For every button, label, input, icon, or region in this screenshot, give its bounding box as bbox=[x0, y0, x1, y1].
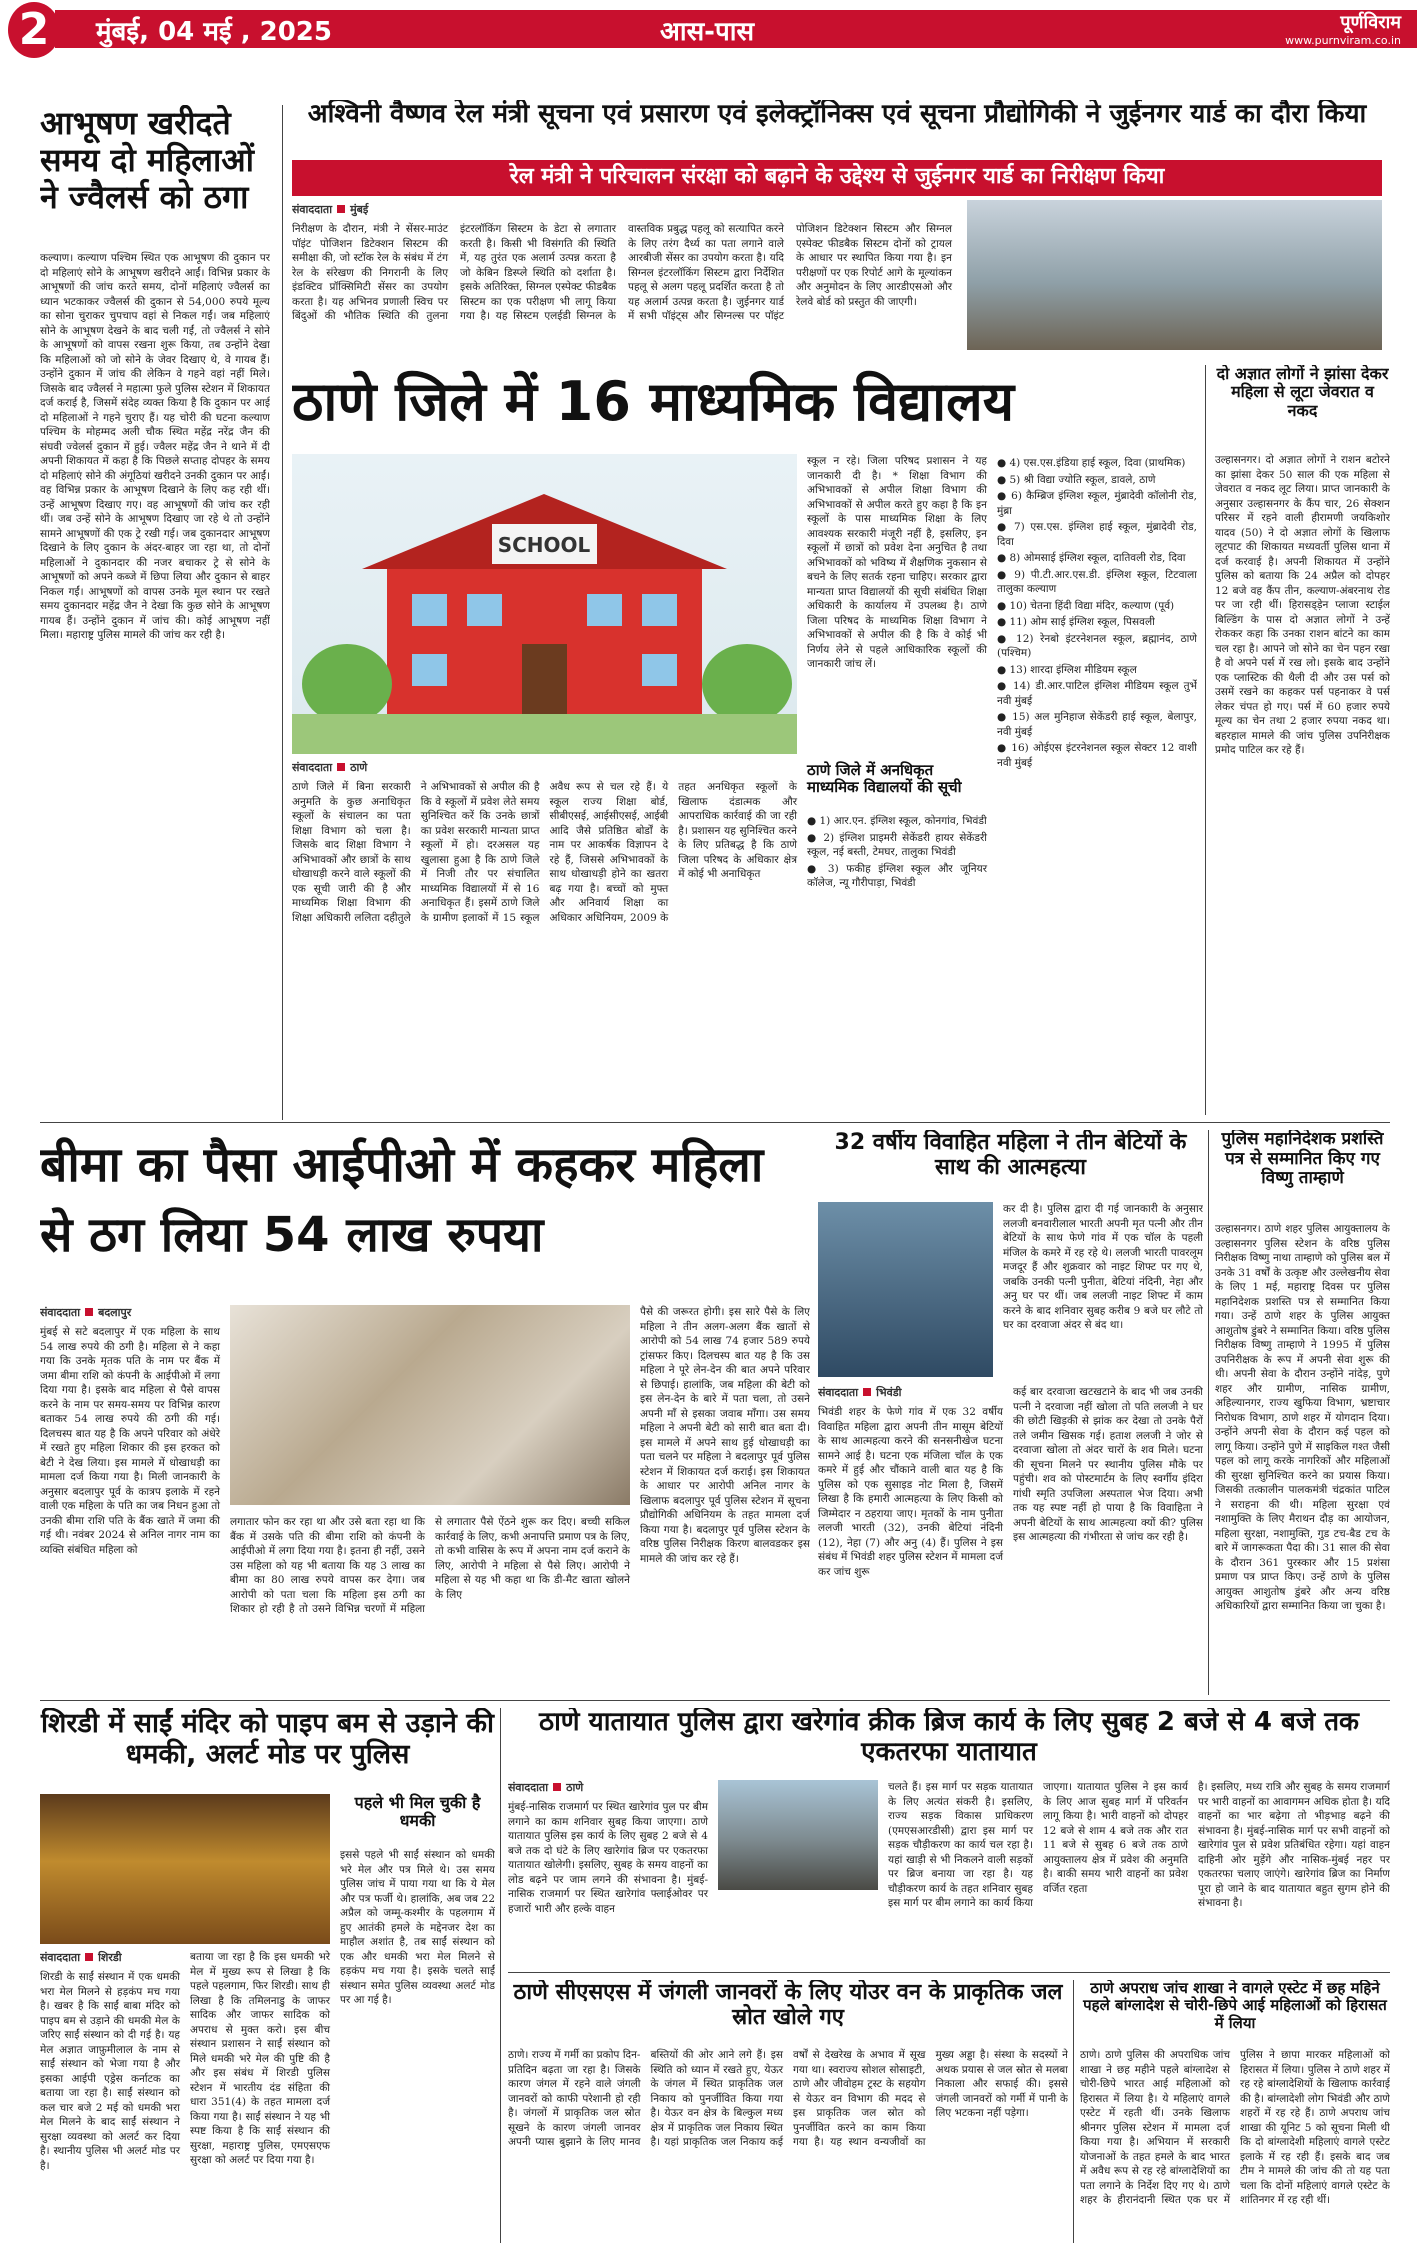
school-illustration bbox=[292, 454, 797, 754]
section-divider bbox=[40, 1122, 1390, 1123]
dateline: संवाददाता ठाणे bbox=[292, 761, 368, 774]
unauthorized-school-list bbox=[807, 812, 987, 1112]
article-body-continued: लगातार फोन कर रहा था और उसे बता रहा था कि बैंक में उसके पति की बीमा राशि को कंपनी के आईपीओ में लगा दिया गया है। इतना ही नहीं, उसने उस महिला को यह भी बताया कि यह 3 लाख का बीमा का 80 लाख रुपये वापस कर देगा। जब आरोपी को पता चला कि महिला इस ठगी का शिकार हो रही है तो उसने विभिन्न चरणों में महिला से लगातार पैसे ऐंठने शुरू कर दिए। बच्ची सकिल कार्रवाई के लिए, कभी अनापत्ति प्रमाण पत्र के लिए, तो कभी वासिस के रूप में अपना नाम दर्ज कराने के लिए, आरोपी ने महिला से पैसे लिए। आरोपी ने महिला से यह भी कहा था कि डी-मैट खाता खोलने के लिए bbox=[230, 1516, 630, 1615]
article-headline: अश्विनी वैष्णव रेल मंत्री सूचना एवं प्रसारण एवं इलेक्ट्रॉनिक्स एवं सूचना प्रौद्योगिकी ने जुईनगर यार्ड का दौरा किया bbox=[307, 100, 1367, 129]
list-item: ● 8) ओमसाई इंग्लिश स्कूल, दातिवली रोड, दिवा bbox=[997, 552, 1186, 564]
school-building-icon bbox=[292, 454, 797, 754]
currency-notes-photo bbox=[230, 1305, 630, 1505]
article-body-continued: भिवंडी शहर के फेणे गांव में एक 32 वर्षीय विवाहित महिला द्वारा अपनी तीन मासूम बेटियों के साथ आत्महत्या करने की सनसनीखेज घटना सामने आई है। घटना एक मंजिला चॉल के एक कमरे में हुई और चौंकाने वाली बात यह है कि पुलिस को एक सुसाइड नोट मिला है, जिसमें लिखा है कि हमारी आत्महत्या के लिए किसी को जिम्मेदार न ठहराया जाए। मृतकों के नाम पुनीता ललजी भारती (32), उनकी बेटियां नंदिनी (12), नेहा (7) और अनु (4) हैं। पुलिस ने इस संबंध में भिवंडी शहर पुलिस स्टेशन में मामला दर्ज कर जांच शुरू bbox=[818, 1406, 1003, 1578]
minister-inspection-photo bbox=[967, 200, 1382, 350]
column-divider bbox=[1208, 1130, 1209, 1695]
rope-noose-photo bbox=[818, 1202, 993, 1377]
list-item: ● 1) आर.एन. इंग्लिश स्कूल, कोनगांव, भिवंडी bbox=[807, 815, 987, 827]
column-divider bbox=[282, 105, 283, 1120]
article-body-continued: पैसे की जरूरत होगी। इस सारे पैसे के लिए महिला ने तीन अलग-अलग बैंक खातों से आरोपी को 54 लाख 74 हजार 589 रुपये ट्रांसफर किए। दिलचस्प बात यह है कि उस महिला ने पूरे लेन-देन की बात अपने परिवार से छिपाई। हालांकि, जब महिला की बेटी को इस लेन-देन के बारे में पता चला, तो उसने अपनी माँ से इसका जवाब माँगा। उस समय महिला ने अपनी बेटी को सारी बात बता दी। इस मामले में अपने साथ हुई धोखाधड़ी का पता चलने पर महिला ने बदलापुर पूर्व पुलिस स्टेशन में शिकायत दर्ज कराई। इस शिकायत के आधार पर आरोपी अनिल नागर के खिलाफ बदलापुर पूर्व पुलिस स्टेशन में सूचना प्रौद्योगिकी अधिनियम के तहत मामला दर्ज किया गया है। बदलापुर पूर्व पुलिस स्टेशन के वरिष्ठ पुलिस निरीक्षक किरण बालवडकर इस मामले की जांच कर रहे हैं। bbox=[640, 1306, 810, 1565]
section-divider bbox=[40, 1700, 1390, 1701]
list-item: ● 5) श्री विद्या ज्योति स्कूल, डावले, ठाणे bbox=[997, 473, 1156, 486]
article-headline: ठाणे अपराध जांच शाखा ने वागले एस्टेट में छह महिने पहले बांग्लादेश से चोरी-छिपे आई महिलाओं को हिरासत में लिया bbox=[1083, 1980, 1387, 2032]
article-body: कल्याण। कल्याण पश्चिम स्थित एक आभूषण की दुकान पर दो महिलाएं सोने के आभूषण खरीदने आईं। विभिन्न प्रकार के आभूषणों की जांच करते समय, दोनों महिलाएं ज्वैलर्स का ध्यान भटकाकर ज्वैलर्स की दुकान से 54,000 रुपये मूल्य का सोना चुराकर चुपचाप वहां से निकल गईं। जब महिलाएं सोने के आभूषण देखने के बाद चली गईं, तो ज्वैलर्स ने सोने के आभूषणों को वापस रखना शुरू किया, तब उन्होंने देखा कि महिलाओं को जो सोने के जेवर दिखाए थे, वे गायब हैं। उन्होंने दुकान में जांच की लेकिन वे गहने वहां नहीं मिले। जिसके बाद ज्वैलर्स ने महात्मा फुले पुलिस स्टेशन में शिकायत दर्ज कराई है, जिसमें संदेह व्यक्त किया है कि दुकान पर आई दो महिलाओं ने गहने चुराए हैं। यह चोरी की घटना कल्याण पश्चिम के मोहम्मद अली चौक स्थित महेंद्र नरेंद्र जैन की संघवी ज्वेलर्स दुकान में हुई। ज्वैलर महेंद्र जैन ने थाने में दी अपनी शिकायत में कहा है कि पिछले सप्ताह दोपहर के समय दो महिलाएं सोने की अंगूठियां खरीदने उनकी दुकान पर आईं। वह विभिन्न प्रकार के आभूषण दिखाने के लिए कह रही थीं। उन्हें आभूषण दिखाए गए। वह आभूषणों की जांच कर रही थीं। जब उन्हें सोने के आभूषण दिखाए जा रहे थे तो उन्होंने सामने आभूषणों की एक ट्रे रखी गई। जब दुकानदार आभूषण दिखाने के लिए दुकान के अंदर-बाहर जा रहा था, तो दोनों महिलाओं ने दुकानदार की नजर बचाकर ट्रे से सोने के आभूषणों को अपने कब्जे में छिपा लिया और दुकान से बाहर निकल गईं। आभूषणों को वापस उनके मूल स्थान पर रखते समय दुकानदार महेंद्र जैन ने देखा कि कुछ सोने के आभूषण गायब हैं। उन्होंने दुकान में जांच की। कोई आभूषण नहीं मिला। महाराष्ट्र पुलिस मामले की जांच कर रही है। bbox=[40, 252, 270, 641]
school-sign: SCHOOL bbox=[497, 533, 591, 557]
dateline: संवाददाता भिवंडी bbox=[818, 1386, 902, 1399]
list-item: ● 16) ओईएस इंटरनेशनल स्कूल सेक्टर 12 वाशी नवी मुंबई bbox=[997, 742, 1197, 769]
article-body: ठाणे जिले में बिना सरकारी अनुमति के कुछ अनाधिकृत स्कूलों के संचालन का पता शिक्षा विभाग को चला है। जिसके बाद शिक्षा विभाग ने अभिभावकों और छात्रों के साथ धोखाधड़ी करने वाले स्कूलों की एक सूची जारी की है और माध्यमिक शिक्षा विभाग की शिक्षा अधिकारी ललिता दहीतुले ने अभिभावकों से अपील की है कि वे स्कूलों में प्रवेश लेते समय सुनिश्चित करें कि उनके छात्रों का प्रवेश सरकारी मान्यता प्राप्त स्कूलों में हो। दरअसल यह खुलासा हुआ है कि ठाणे जिले में निजी तौर पर संचालित माध्यमिक विद्यालयों में से 16 अनाधिकृत हैं। इसमें ठाणे जिले के ग्रामीण इलाकों में 15 स्कूल अवैध रूप से चल रहे हैं। ये स्कूल राज्य शिक्षा बोर्ड, सीबीएसई, आईसीएसई, आईबी आदि जैसे प्रतिष्ठित बोर्डों के नाम पर आकर्षक विज्ञापन दे रहे हैं, जिससे अभिभावकों के साथ धोखाधड़ी होने का खतरा बढ़ गया है। बच्चों को मुफ्त और अनिवार्य शिक्षा का अधिकार अधिनियम, 2009 के तहत अनधिकृत स्कूलों के खिलाफ दंडात्मक और आपराधिक कार्रवाई की जा रही है। प्रशासन यह सुनिश्चित करने के लिए प्रतिबद्ध है कि ठाणे जिला परिषद के अधिकार क्षेत्र में कोई भी अनाधिकृत bbox=[292, 781, 797, 924]
dateline: संवाददाता बदलापुर bbox=[40, 1306, 132, 1319]
article-body: उल्हासनगर। ठाणे शहर पुलिस आयुक्तालय के उल्हासनगर पुलिस स्टेशन के वरिष्ठ पुलिस निरीक्षक विष्णु नाथा ताम्हाणे को पुलिस बल में उनके 31 वर्षों के उत्कृष्ट और उल्लेखनीय सेवा के लिए 1 मई, महाराष्ट्र दिवस पर पुलिस महानिदेशक प्रशस्ति पत्र से सम्मानित किया गया। उन्हें ठाणे शहर के पुलिस आयुक्त आशुतोष डुंबरे ने सम्मानित किया। वरिष्ठ पुलिस निरीक्षक विष्णु ताम्हाणे ने 1995 में पुलिस उपनिरीक्षक के रूप में अपनी सेवा शुरू की थी। अपनी सेवा के दौरान उन्होंने नांदेड़, पुणे शहर और ग्रामीण, नासिक ग्रामीण, अहिल्यानगर, राज्य खुफिया विभाग, भ्रष्टाचार निरोधक विभाग, ठाणे शहर में योगदान दिया। उन्होंने अपनी सेवा के दौरान कई पहल को लागू किया। उन्होंने पुणे में साइकिल गश्त जैसी पहल को लागू करके नागरिकों और महिलाओं की सुरक्षा सुनिश्चित करने का प्रयास किया। जिसकी तत्कालीन पालकमंत्री चंद्रकांत पाटिल ने सराहना की थी। महिला सुरक्षा एवं नशामुक्ति के लिए मैराथन दौड़ का आयोजन, महिला सुरक्षा, नशामुक्ति, गुड टच-बैड टच के बारे में जागरूकता पैदा की। 31 साल की सेवा के दौरान 361 पुरस्कार और 15 प्रशंसा प्रमाण पत्र प्राप्त किए। उन्हें ठाणे के पुलिस आयुक्त आशुतोष डुंबरे और अन्य वरिष्ठ अधिकारियों द्वारा सम्मानित किया जा चुका है। bbox=[1215, 1223, 1390, 1612]
article-thane-traffic bbox=[508, 1708, 1390, 1970]
article-headline: आभूषण खरीदते समय दो महिलाओं ने ज्वैलर्स को ठगा bbox=[40, 105, 254, 216]
list-item: ● 15) अल मुनिहाज सेकेंडरी हाई स्कूल, बेलापुर, नवी मुंबई bbox=[997, 711, 1197, 738]
dateline: संवाददाता ठाणे bbox=[508, 1781, 584, 1794]
article-subhead: रेल मंत्री ने परिचालन संरक्षा को बढ़ाने के उद्देश्य से जुईनगर यार्ड का निरीक्षण किया bbox=[292, 160, 1382, 196]
traffic-police-photo bbox=[718, 1780, 878, 1890]
article-body: कर दी है। पुलिस द्वारा दी गई जानकारी के अनुसार ललजी बनवारीलाल भारती अपनी मृत पत्नी और तीन बेटियों के साथ फेणे गांव में एक चॉल के पहली मंजिल के कमरे में रह रहे थे। ललजी भारती पावरलूम मजदूर हैं और शुक्रवार को नाइट शिफ्ट पर गए थे, जबकि उनकी पत्नी पुनीता, बेटियां नंदिनी, नेहा और अनु घर पर थीं। जब ललजी नाइट शिफ्ट में काम करने के बाद शनिवार सुबह करीब 9 बजे घर लौटे तो घर का दरवाजा अंदर से बंद था। bbox=[1003, 1203, 1203, 1331]
website-url: www.purnviram.co.in bbox=[1285, 34, 1401, 47]
column-divider bbox=[1073, 1980, 1074, 2243]
article-body-continued: कई बार दरवाजा खटखटाने के बाद भी जब उनकी पत्नी ने दरवाजा नहीं खोला तो पति ललजी ने घर की छोटी खिड़की से झांक कर देखा तो उनके पैरों तले जमीन खिसक गई। हताश ललजी ने जोर से दरवाजा खोला तो अंदर चारों के शव मिले। घटना की सूचना मिलने पर स्थानीय पुलिस मौके पर पहुंची। शव को पोस्टमार्टम के लिए स्वर्गीय इंदिरा गांधी स्मृति उपजिला अस्पताल भेज दिया। अभी तक यह स्पष्ट नहीं हो पाया है कि विवाहिता ने अपनी बेटियों के साथ आत्महत्या क्यों की? पुलिस इस आत्महत्या की गंभीरता से जांच कर रही है। bbox=[1013, 1386, 1203, 1543]
list-item: ● 4) एस.एस.इंडिया हाई स्कूल, दिवा (प्राथमिक) bbox=[997, 457, 1186, 469]
brand-logo: पूर्णविराम bbox=[1340, 12, 1401, 33]
article-railway-minister bbox=[292, 100, 1382, 355]
dateline: संवाददाता मुंबई bbox=[292, 203, 369, 216]
article-body: उल्हासनगर। दो अज्ञात लोगों ने राशन बटोरने का झांसा देकर 50 साल की एक महिला से जेवरात व नकद लूट लिया। प्राप्त जानकारी के अनुसार उल्हासनगर के कैंप चार, 26 सेक्शन परिसर में रहने वाली हीरामणी जयकिशोर यादव (50) ने दो अज्ञात लोगों के खिलाफ लूटपाट की शिकायत मध्यवर्ती पुलिस थाना में दर्ज करवाई है। अपनी शिकायत में उन्होंने पुलिस को बताया कि 24 अप्रैल को दोपहर 12 बजे वह कैंप तीन, कल्याण-अंबरनाथ रोड पर जा रही थीं। हिरासड्ड़ेन प्लाजा स्टाईल बिल्डिंग के पास दो अज्ञात लोगों ने उन्हें रोककर कहा कि उनका राशन बांटने का काम चल रहा है। आपने जो सोने का चेन पहन रखा है वो अपने पर्स में रख लो। इसके बाद उन्होंने एक प्लास्टिक की थैली दी और उस पर्स को उसमें रखने का कहकर पर्स पहनाकर वे पर्स लेकर चंपत हो गए। पर्स में 60 हजार रुपये मूल्य का चेन तथा 2 हजार रुपया नकद था। बहरहाल मामले की जांच पुलिस उपनिरीक्षक प्रमोद पाटिल कर रहे हैं। bbox=[1215, 454, 1390, 756]
article-headline: पुलिस महानिदेशक प्रशस्ति पत्र से सम्मानित किए गए विष्णु ताम्हाणे bbox=[1221, 1130, 1384, 1189]
section-name: आस-पास bbox=[660, 17, 755, 47]
list-item: ● 6) कैम्ब्रिज इंग्लिश स्कूल, मुंब्रादेवी कॉलोनी रोड, मुंब्रा bbox=[997, 490, 1197, 517]
article-police-award bbox=[1215, 1130, 1390, 1695]
article-body-continued: चलते हैं। इस मार्ग पर सड़क यातायात के लिए अत्यंत संकरी है। इसलिए, राज्य सड़क विकास प्राधिकरण (एमएसआरडीसी) द्वारा इस मार्ग पर सड़क चौड़ीकरण का कार्य चल रहा है। यहां खाड़ी से भी निकलने वाली सड़कों पर ब्रिज बनाया जा रहा है। यह चौड़ीकरण कार्य के तहत शनिवार सुबह इस मार्ग पर बीम लगाने का कार्य किया जाएगा। यातायात पुलिस ने इस कार्य के लिए आज सुबह मार्ग में परिवर्तन लागू किया है। भारी वाहनों को दोपहर 12 बजे से शाम 4 बजे तक और रात 11 बजे से सुबह 6 बजे तक ठाणे आयुक्तालय क्षेत्र में प्रवेश की अनुमति है। बाकी समय भारी वाहनों का प्रवेश वर्जित रहता bbox=[888, 1781, 1188, 1909]
article-body: मुंबई-नासिक राजमार्ग पर स्थित खारेगांव पुल पर बीम लगाने का काम शनिवार सुबह किया जाएगा। ठाणे यातायात पुलिस इस कार्य के लिए सुबह 2 बजे से 4 बजे तक दो घंटे के लिए खारेगांव ब्रिज पर एकतरफा यातायात खोलेगी। इसलिए, सुबह के समय वाहनों का लोड बढ़ने पर जाम लगने की संभावना है। मुंबई-नासिक राजमार्ग पर स्थित खारेगांव फ्लाईओवर पर हजारों भारी और हल्के वाहन bbox=[508, 1801, 708, 1915]
page-number: 2 bbox=[8, 2, 60, 58]
list-item: ● 12) रेनबो इंटरनेशनल स्कूल, ब्रह्मानंद, ठाणे (पश्चिम) bbox=[997, 632, 1197, 659]
article-headline: बीमा का पैसा आईपीओ में कहकर महिला से ठग लिया 54 लाख रुपया bbox=[40, 1137, 764, 1263]
article-yeoor-water-sources bbox=[508, 1980, 1068, 2243]
page-date: मुंबई, 04 मई , 2025 bbox=[96, 17, 332, 47]
masthead bbox=[0, 0, 1417, 62]
list-item: ● 14) डी.आर.पाटिल इंग्लिश मीडियम स्कूल तुर्भे नवी मुंबई bbox=[997, 680, 1197, 707]
column-divider bbox=[500, 1708, 501, 2243]
article-ulhasnagar-robbery bbox=[1215, 365, 1390, 1115]
article-body-continued: है। इसलिए, मध्य रात्रि और सुबह के समय राजमार्ग पर भारी वाहनों का आवागमन अधिक होता है। यदि वाहनों का भार बढ़ेगा तो भीड़भाड़ बढ़ने की संभावना है। मुंबई-नासिक मार्ग पर सभी वाहनों को खारेगांव पुल से प्रवेश प्रतिबंधित रहेगा। यहां वाहन दाहिनी ओर मुड़ेंगे और नासिक-मुंबई नहर पर एकतरफा चलाए जाएंगे। खारेगांव ब्रिज का निर्माण पूरा हो जाने के बाद यातायात बहुत सुगम होने की संभावना है। bbox=[1198, 1781, 1390, 1909]
article-bangladeshi-women-detained bbox=[1080, 1980, 1390, 2243]
article-bhiwandi-suicide bbox=[818, 1130, 1203, 1695]
list-item: ● 7) एस.एस. इंग्लिश हाई स्कूल, मुंब्रादेवी रोड, दिवा bbox=[997, 521, 1197, 548]
article-body-continued: इससे पहले भी साईं संस्थान को धमकी भरे मेल और पत्र मिले थे। उस समय पुलिस जांच में पाया गया था कि ये मेल और पत्र फर्जी थे। हालांकि, अब जब 22 अप्रैल को जम्मू-कश्मीर के पहलगाम में हुए आतंकी हमले के मद्देनजर देश का माहौल अशांत है, तब साईं संस्थान को एक और धमकी भरा मेल मिलने से हड़कंप मच गया है। इसके चलते साईं संस्थान समेत पुलिस व्यवस्था अलर्ट मोड पर आ गई है। bbox=[340, 1849, 495, 2006]
article-headline: 32 वर्षीय विवाहित महिला ने तीन बेटियों के साथ की आत्महत्या bbox=[834, 1130, 1187, 1181]
section-divider bbox=[508, 1972, 1390, 1973]
article-body: ठाणे। ठाणे पुलिस की अपराधिक जांच शाखा ने छह महीने पहले बांग्लादेश से चोरी-छिपे भारत आई महिलाओं को हिरासत में लिया है। ये महिलाएं वागले एस्टेट में रहती थीं। उनके खिलाफ श्रीनगर पुलिस स्टेशन में मामला दर्ज किया गया है। अभियान में सरकारी योजनाओं के तहत हमले के बाद भारत में अवैध रूप से रह रहे बांग्लादेशियों का पता लगाने के निर्देश दिए गए थे। ठाणे शहर के हीरानंदानी स्थित एक घर में पुलिस ने छापा मारकर महिलाओं को हिरासत में लिया। पुलिस ने ठाणे शहर में रह रहे बांग्लादेशियों के खिलाफ कार्रवाई की है। बांग्लादेशी लोग भिवंडी और ठाणे शहरों में रह रहे हैं। ठाणे अपराध जांच शाखा की यूनिट 5 को सूचना मिली थी कि दो बांग्लादेशी महिलाएं वागले एस्टेट इलाके में रह रही हैं। इसके बाद जब टीम ने मामले की जांच की तो यह पता चला कि दोनों महिलाएं वागले एस्टेट के शांतिनगर में रह रही थीं। bbox=[1080, 2049, 1390, 2206]
list-item: ● 3) फकीह इंग्लिश स्कूल और जूनियर कॉलेज, न्यू गौरीपाड़ा, भिवंडी bbox=[807, 862, 987, 889]
article-body: शिरडी के साईं संस्थान में एक धमकी भरा मेल मिलने से हड़कंप मच गया है। खबर है कि साईं बाबा मंदिर को पाइप बम से उड़ाने की धमकी मेल के जरिए साईं संस्थान को दी गई है। यह मेल अज्ञात जाफ़ुमीलाल के नाम से साईं संस्थान को भेजा गया है और इसका आईपी एड्रेस कर्नाटक का बताया जा रहा है। साईं संस्थान को कल चार बजे 2 मई को धमकी भरा मेल मिलने के बाद साईं संस्थान ने सुरक्षा व्यवस्था को अलर्ट कर दिया है। स्थानीय पुलिस भी अलर्ट मोड पर है। bbox=[40, 1971, 180, 2172]
list-item: ● 11) ओम साई इंग्लिश स्कूल, पिसवली bbox=[997, 616, 1155, 628]
article-headline: शिरडी में साईं मंदिर को पाइप बम से उड़ाने की धमकी, अलर्ट मोड पर पुलिस bbox=[40, 1708, 494, 1771]
list-item: ● 10) चेतना हिंदी विद्या मंदिर, कल्याण (पूर्व) bbox=[997, 599, 1175, 612]
article-shirdi-threat bbox=[40, 1708, 495, 2243]
article-headline: ठाणे जिले में 16 माध्यमिक विद्यालय bbox=[292, 370, 1015, 433]
article-insurance-fraud bbox=[40, 1130, 810, 1695]
article-jewellery-theft bbox=[40, 105, 270, 1120]
article-headline: दो अज्ञात लोगों ने झांसा देकर महिला से लूटा जेवरात व नकद bbox=[1216, 365, 1389, 420]
article-unauthorized-schools bbox=[292, 360, 1197, 1115]
article-headline: ठाणे सीएसएस में जंगली जानवरों के लिए योउर वन के प्राकृतिक जल स्रोत खोले गए bbox=[513, 1980, 1063, 2031]
article-body-continued: स्कूल न रहे। जिला परिषद प्रशासन ने यह जानकारी दी है। * शिक्षा विभाग की अभिभावकों से अपील शिक्षा विभाग की अभिभावकों से अपील करते हुए कहा है कि इन स्कूलों के पास माध्यमिक शिक्षा के लिए आवश्यक सरकारी मंजूरी नहीं है, इसलिए, इन स्कूलों में छात्रों को प्रवेश देना अनुचित है तथा अभिभावकों को भविष्य में शैक्षणिक नुकसान से बचने के लिए सतर्क रहना चाहिए। सरकार द्वारा मान्यता प्राप्त विद्यालयों की सूची संबंधित शिक्षा अधिकारी के कार्यालय में उपलब्ध है। ठाणे जिला परिषद के माध्यमिक शिक्षा विभाग ने अभिभावकों से अपील की है कि वे कोई भी निर्णय लेने से पहले आधिकारिक स्कूलों की जानकारी जांच लें। bbox=[807, 455, 987, 670]
list-item: ● 9) पी.टी.आर.एस.डी. इंग्लिश स्कूल, टिटवाला तालुका कल्याण bbox=[997, 568, 1197, 595]
school-list-title: ठाणे जिले में अनधिकृत माध्यमिक विद्यालयों की सूची bbox=[807, 761, 962, 797]
unauthorized-school-list-continued bbox=[997, 454, 1197, 1114]
callout-heading: पहले भी मिल चुकी है धमकी bbox=[354, 1793, 481, 1831]
article-headline: ठाणे यातायात पुलिस द्वारा खरेगांव क्रीक ब्रिज कार्य के लिए सुबह 2 बजे से 4 बजे तक एकतरफा यातायात bbox=[538, 1708, 1360, 1767]
dateline: संवाददाता शिरडी bbox=[40, 1951, 122, 1964]
sai-temple-photo bbox=[40, 1794, 330, 1944]
column-divider bbox=[1205, 365, 1206, 1115]
article-body-continued: बताया जा रहा है कि इस धमकी भरे मेल में मुख्य रूप से लिखा है कि पहले पहलगाम, फिर शिरडी। साथ ही लिखा है कि तमिलनाडु के जाफर सादिक और जाफर सादिक को अपराध से मुक्त करो। इस बीच संस्थान प्रशासन ने साईं संस्थान को मिले धमकी भरे मेल की पुष्टि की है और इस संबंध में शिरडी पुलिस स्टेशन में भारतीय दंड संहिता की धारा 351(4) के तहत मामला दर्ज किया गया है। साईं संस्थान ने यह भी स्पष्ट किया है कि साईं संस्थान की सुरक्षा, महाराष्ट्र पुलिस, एमएसएफ सुरक्षा को अलर्ट पर दिया गया है। bbox=[190, 1951, 330, 2166]
article-body: निरीक्षण के दौरान, मंत्री ने सेंसर-माउंट पॉइंट पोजिशन डिटेक्शन सिस्टम की समीक्षा की, जो स्टॉक रेल के संबंध में टंग रेल के संरेखण की निगरानी के लिए इंडक्टिव प्रॉक्सिमिटी सेंसर का उपयोग करता है। यह अभिनव प्रणाली स्विच पर बिंदुओं की भौतिक स्थिति की तुलना इंटरलॉकिंग सिस्टम के डेटा से लगातार करती है। किसी भी विसंगति की स्थिति में, यह तुरंत एक अलार्म उत्पन्न करता है जो केबिन डिस्प्ले स्थिति को दर्शाता है। इसके अतिरिक्त, सिग्नल एस्पेक्ट फीडबैक सिस्टम का एक परीक्षण भी लागू किया गया है। यह सिस्टम एलईडी सिग्नल के वास्तविक प्रबुद्ध पहलू को सत्यापित करने के लिए तरंग दैर्ध्य का पता लगाने वाले आरबीजी सेंसर का उपयोग करता है। यदि सिग्नल इंटरलॉकिंग सिस्टम द्वारा निर्देशित पहलू से अलग पहलू प्रदर्शित करता है तो यह अलार्म उत्पन्न करता है। जुईनगर यार्ड में सभी पॉइंट्स और सिग्नल्स पर पॉइंट पोजिशन डिटेक्शन सिस्टम और सिग्नल एस्पेक्ट फीडबैक सिस्टम दोनों को ट्रायल के आधार पर स्थापित किया गया है। इन परीक्षणों पर एक रिपोर्ट आगे के मूल्यांकन और अनुमोदन के लिए आरडीएसओ और रेलवे बोर्ड को प्रस्तुत की जाएगी। bbox=[292, 223, 952, 322]
article-body: ठाणे। राज्य में गर्मी का प्रकोप दिन-प्रतिदिन बढ़ता जा रहा है। जिसके कारण जंगल में रहने वाले जंगली जानवरों को काफी परेशानी हो रही है। जंगलों में प्राकृतिक जल स्रोत सूखने के कारण जंगली जानवर अपनी प्यास बुझाने के लिए मानव बस्तियों की ओर आने लगे हैं। इस स्थिति को ध्यान में रखते हुए, येऊर के जंगल में स्थित प्राकृतिक जल निकाय को पुनर्जीवित किया गया है। येऊर वन क्षेत्र के बिल्कुल मध्य क्षेत्र में प्राकृतिक जल निकाय स्थित है। यहां प्राकृतिक जल निकाय कई वर्षों से देखरेख के अभाव में सूख गया था। स्वराज्य सोशल सोसाइटी, ठाणे और जीवोहम ट्रस्ट के सहयोग से येऊर वन विभाग की मदद से इस प्राकृतिक जल स्रोत को पुनर्जीवित करने का काम किया गया है। यह स्थान वन्यजीवों का मुख्य अड्डा है। संस्था के सदस्यों ने अथक प्रयास से जल स्रोत से मलबा निकाला और सफाई की। इससे जंगली जानवरों को गर्मी में पानी के लिए भटकना नहीं पड़ेगा। bbox=[508, 2049, 1068, 2148]
list-item: ● 2) इंग्लिश प्राइमरी सेकेंडरी हायर सेकेंडरी स्कूल, नई बस्ती, टेमघर, तालुका भिवंडी bbox=[807, 831, 987, 858]
list-item: ● 13) शारदा इंग्लिश मीडियम स्कूल bbox=[997, 663, 1137, 676]
article-body: मुंबई से सटे बदलापुर में एक महिला के साथ 54 लाख रुपये की ठगी है। महिला से ने कहा गया कि उनके मृतक पति के नाम पर बैंक में जमा बीमा राशि को कंपनी के आईपीओ में लगा दिया गया है। इसके बाद महिला से पैसे वापस करने के नाम पर समय-समय पर विभिन्न कारण बताकर 54 लाख रुपये की ठगी की गई। दिलचस्प बात यह है कि अपने परिवार को अंधेरे में रखते हुए महिला शिकार की इस हरकत को बेटी ने देख लिया। इस मामले में धोखाधड़ी का मामला दर्ज किया गया है। मिली जानकारी के अनुसार बदलापुर पूर्व के कात्रप इलाके में रहने वाली एक महिला के पति का जब निधन हुआ तो उनकी बीमा राशि पति के बैंक खाते में जमा की गई थी। नवंबर 2024 से अनिल नागर नाम का व्यक्ति संबंधित महिला को bbox=[40, 1326, 220, 1556]
